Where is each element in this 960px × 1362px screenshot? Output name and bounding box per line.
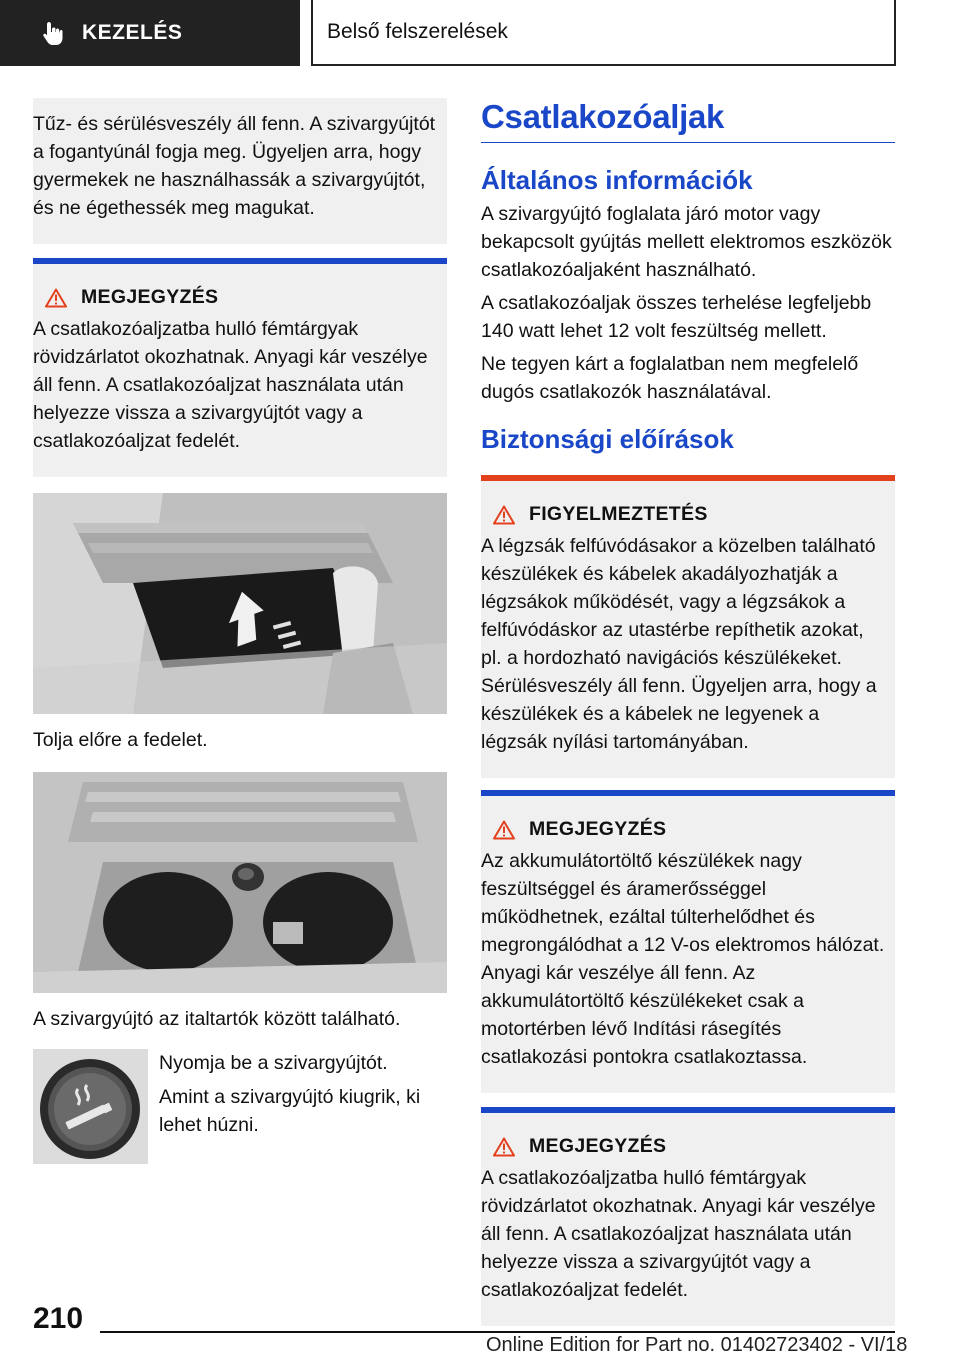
console-cover-photo: [33, 493, 447, 714]
note-title: MEGJEGYZÉS: [529, 1135, 667, 1157]
section-label: KEZELÉS: [82, 21, 183, 44]
section-title: Csatlakozóaljak: [481, 98, 895, 143]
warning-triangle-icon: [493, 820, 515, 840]
note-text: A csatlakozóaljzatba hulló fémtárgyak rövidzárlatot okozhatnak. Anyagi kár veszélye áll fenn. A csatlakozóaljzat használata után helyezze vissza a szivargyújtót vagy a csatlakozóaljzat fedelét.: [33, 318, 428, 452]
heading-safety: Biztonsági előírások: [481, 424, 734, 454]
footer-divider: [100, 1331, 895, 1333]
paragraph-damage: Ne tegyen kárt a foglalatban nem megfelelő dugós csatlakozók használatával.: [481, 353, 859, 403]
warning-box: [481, 475, 895, 778]
note-header: [481, 818, 887, 841]
section-tab[interactable]: [0, 0, 300, 66]
cupholder-illustration: [33, 772, 447, 993]
chapter-tab[interactable]: [311, 0, 896, 66]
page-header: [0, 0, 960, 66]
hand-pointer-icon: [40, 20, 66, 46]
paragraph-usage: A szivargyújtó foglalata járó motor vagy bekapcsolt gyújtás mellett elektromos eszközök csatlakozóaljaként használható.: [481, 203, 892, 281]
left-column: [33, 98, 447, 1164]
page-number: 210: [33, 1302, 84, 1335]
heading-general-info: Általános információk: [481, 165, 753, 195]
warning-text-airbag: A légzsák felfúvódásakor a közelben található készülékek és kábelek akadályozhatják a légzsákok működését, vagy a légzsákok a felfúvódáskor az utastérbe repíthetik azokat, pl. a hordozható navigációs készülékeket.: [481, 535, 876, 669]
warning-triangle-icon: [493, 505, 515, 525]
lighter-instruction-row: [33, 1049, 447, 1164]
paragraph-load: A csatlakozóaljak összes terhelése legfeljebb 140 watt lehet 12 volt feszültség mellett.: [481, 292, 872, 342]
warning-text-injury: Sérülésveszély áll fenn. Ügyeljen arra, hogy a készülékek és a kábelek ne legyenek a légzsák nyílási tartományában.: [481, 675, 877, 753]
step-pull: Amint a szivargyújtó kiugrik, ki lehet húzni.: [159, 1086, 421, 1136]
note-box-left: [33, 258, 447, 477]
chapter-label: Belső felszerelések: [327, 20, 508, 43]
step-press: Nyomja be a szivargyújtót.: [159, 1052, 388, 1074]
note-text-charger: Az akkumulátortöltő készülékek nagy feszültséggel és áramerősséggel működhetnek, ezáltal túlterhelődhet és megrongálódhat a 12 V-os elektromos hálózat. Anyagi kár veszélye áll fenn. Az akkumulátortöltő készülékeket csak a motortérben lévő Indítási rásegítés csatlakozási pontokra csatlakoztassa.: [481, 850, 885, 1068]
note-title: MEGJEGYZÉS: [81, 286, 219, 308]
continued-warning-box: [33, 98, 447, 244]
caption-location: A szivargyújtó az italtartók között található.: [33, 1008, 401, 1030]
edition-text: Online Edition for Part no. 01402723402 - VI/18: [486, 1334, 908, 1356]
caption-push-cover: Tolja előre a fedelet.: [33, 729, 208, 751]
continued-warning-text: Tűz- és sérülésveszély áll fenn. A szivargyújtót a fogantyúnál fogja meg. Ügyeljen arra, hogy gyermekek ne használhassák a szivargyújtót, és ne égethessék meg magukat.: [33, 113, 436, 219]
cupholder-photo: [33, 772, 447, 993]
note-header: [33, 286, 439, 309]
warning-title: FIGYELMEZTETÉS: [529, 503, 708, 525]
warning-header: [481, 503, 887, 526]
warning-triangle-icon: [493, 1137, 515, 1157]
console-cover-illustration: [33, 493, 447, 714]
note-title: MEGJEGYZÉS: [529, 818, 667, 840]
lighter-steps: [148, 1049, 447, 1164]
cigarette-lighter-icon: [33, 1049, 148, 1164]
note-header: [481, 1135, 887, 1158]
note-box-charger: [481, 790, 895, 1093]
note-text-metal: A csatlakozóaljzatba hulló fémtárgyak rövidzárlatot okozhatnak. Anyagi kár veszélye áll fenn. A csatlakozóaljzat használata után helyezze vissza a szivargyújtót vagy a csatlakozóaljzat fedelét.: [481, 1167, 876, 1301]
right-column: [481, 98, 895, 1326]
warning-triangle-icon: [45, 288, 67, 308]
note-box-metal: [481, 1107, 895, 1326]
lighter-button-image: [33, 1049, 148, 1164]
